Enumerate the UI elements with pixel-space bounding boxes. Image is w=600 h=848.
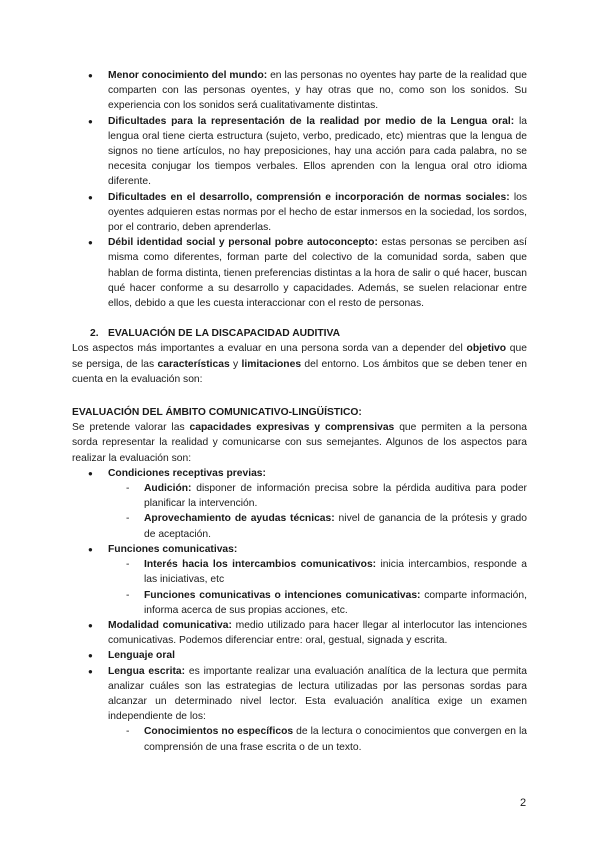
item-text: medio utilizado para hacer llegar al interlocutor las intenciones comunicativas. Podemos diferenciar entre: oral, gestual, signada y escrita. [108,619,528,647]
item-term: Audición: [144,483,192,495]
item-term: Dificultades en el desarrollo, comprensión e incorporación de normas sociales: [108,191,510,203]
item-term: Funciones comunicativas: [108,543,238,555]
item-term: Menor conocimiento del mundo: [108,70,268,81]
bold-term: características [157,358,230,370]
difficulties-list [72,68,527,311]
list-item [72,648,527,663]
item-text: los oyentes adquieren estas normas por el hecho de estar inmersos en la sociedad, los sordos, por el contrario, deben aprenderlas. [108,191,527,234]
sub-list-item [72,557,527,587]
item-term: Condiciones receptivas previas: [108,467,266,479]
text-run: Se pretende valorar las [72,422,190,434]
ambito-heading: EVALUACIÓN DEL ÁMBITO COMUNICATIVO-LINGÜÍSTICO: [72,407,362,419]
list-item [72,542,527,557]
bold-term: limitaciones [241,358,302,370]
text-run: que permiten a la persona sorda representar la realidad y comunicarse con sus semejantes. Algunos de los aspectos para realizar la evaluación son: [72,422,528,464]
page-number: 2 [520,797,527,809]
sub-list-item [72,588,527,618]
list-item [72,466,527,481]
item-text: comparte información, informa acerca de sus propias acciones, etc. [144,589,527,616]
item-text: estas personas se perciben así misma como diferentes, forman parte del colectivo de la comunidad sorda, saben que hablan de forma distinta, tienen preferencias distintas a la hora de salir o qué hacer, buscan qué hacer conforme a su desarrollo y capacidades. Además, se suelen relacionar entre ellos, debido a que les cuesta interaccionar con el resto de personas. [108,237,527,310]
ambito-paragraph [72,420,527,466]
sub-list-item [72,481,527,511]
section-number: 2. [90,328,99,340]
item-text: inicia intercambios, responde a las iniciativas, etc [144,559,527,586]
section-title: EVALUACIÓN DE LA DISCAPACIDAD AUDITIVA [108,328,341,340]
list-item [72,114,527,190]
item-term: Lenguaje oral [108,650,175,662]
item-term: Modalidad comunicativa: [108,619,232,631]
document-page [72,68,527,755]
item-term: Conocimientos no específicos [144,726,294,738]
item-term: Aprovechamiento de ayudas técnicas: [144,513,335,525]
item-term: Lengua escrita: [108,665,186,677]
item-text: en las personas no oyentes hay parte de la realidad que comparten con las personas oyentes, y hay otras que no, como son los sonidos. Su experiencia con los sonidos será cualitativamente distintas. [108,70,527,112]
text-run: que se persiga, de las [72,343,527,370]
list-item [72,235,527,311]
item-term: Funciones comunicativas o intenciones comunicativas: [144,589,421,601]
item-term: Dificultades para la representación de la realidad por medio de la Lengua oral: [108,115,515,127]
bold-term: capacidades expresivas y comprensivas [189,422,395,434]
item-term: Interés hacia los intercambios comunicativos: [144,559,377,571]
item-text: es importante realizar una evaluación analítica de la lectura que permita analizar cuáles son las estrategias de lectura utilizadas por las personas sordas para alcanzar un determinado nivel lector. Esta evaluación analítica exige un examen independiente de los: [108,665,527,723]
section-2-paragraph [72,341,527,387]
item-text: nivel de ganancia de la prótesis y grado de aceptación. [144,513,527,540]
item-text: la lengua oral tiene cierta estructura (sujeto, verbo, predicado, etc) mientras que la lengua de signos no tiene artículos, no hay preposiciones, hay una acción para cada palabra, no se necesita conjugar los tiempos verbales. Ellos aprenden con la lengua oral otro idioma diferente. [108,115,527,188]
list-item [72,618,527,648]
list-item [72,190,527,236]
text-run: y [229,358,242,370]
text-run: del entorno. Los ámbitos que se deben tener en cuenta en la evaluación son: [72,358,527,385]
item-term: Débil identidad social y personal pobre autoconcepto: [108,237,378,249]
list-item [72,664,527,725]
sub-list-item [72,511,527,541]
sub-list-item [72,724,527,754]
item-text: disponer de información precisa sobre la pérdida auditiva para poder planificar la intervención. [144,483,527,510]
list-item [72,68,527,114]
item-text: de la lectura o conocimientos que convergen en la comprensión de una frase escrita o de un texto. [144,726,528,753]
evaluation-aspects-list [72,466,527,755]
section-2-heading [72,326,527,341]
bold-term: objetivo [466,343,507,355]
text-run: Los aspectos más importantes a evaluar en una persona sorda van a depender del [72,343,467,355]
